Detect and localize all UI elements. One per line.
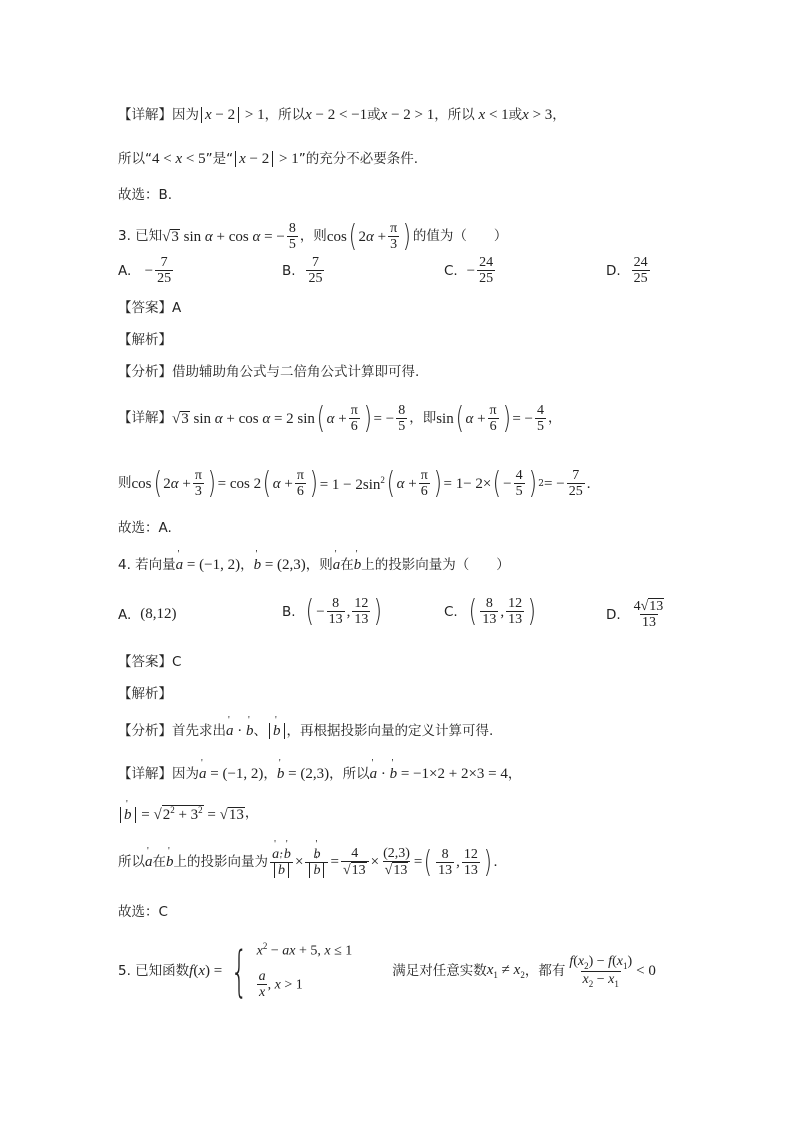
piecewise-function: { $x^2$ − ax + 5, x ≤ 1 $\frac{a}{x}$ , x > 1 — [230, 939, 353, 1003]
q3-option-b[interactable]: B. $\frac{7}{25}$ — [282, 255, 323, 287]
q3-detail-line1: 【详解】 √ 3 sin α + cos α = 2 sin ( α + $\frac{\pi}{6}$ ) = − $\frac{8}{5}$ ，即 sin ( α + $\frac{\pi}{6}$ ) = − $\frac{4}{5}$ ， — [118, 401, 562, 437]
q4-detail-line2: ' b = √ $2^2 + 3^2$ = √ 13 ， — [118, 805, 258, 823]
q3-option-c[interactable]: C. − $\frac{24}{25}$ — [444, 255, 494, 287]
q3-analysis-header: 【解析】 — [118, 332, 172, 348]
q4-option-a[interactable]: A. (8,12) — [118, 606, 177, 623]
q4-option-d[interactable]: D. 4√ 13 13 — [606, 599, 664, 631]
q4-choose: 故选：C — [118, 904, 168, 920]
detail-tag: 【详解】 — [118, 106, 172, 123]
q2-choose: 故选：B. — [118, 187, 173, 203]
q2-conclusion-line: 所以“ 4 < x < 5 ”是“ x − 2 > 1 ”的充分不必要条件. — [118, 150, 419, 167]
q3-option-a[interactable]: A. − $\frac{7}{25}$ — [118, 255, 172, 287]
q3-analysis: 【分析】 借助辅助角公式与二倍角公式计算即可得. — [118, 364, 420, 380]
q4-option-b[interactable]: B. ( − $\frac{8}{13}$ , $\frac{12}{13}$ ) — [282, 594, 383, 630]
q4-analysis-header: 【解析】 — [118, 686, 172, 702]
q2-detail-line: 【详解】 因为 x − 2 > 1 ，所以 x − 2 < −1 或 x − 2 > 1 ，所以 x < 1 或 x > 3 ， — [118, 106, 566, 123]
q3-question: 3. 已知 √ 3 sin α + cos α = − $\frac{8}{5}$ ，则 cos ( 2α + $\frac{\pi}{3}$ ) 的值为（ ） — [118, 219, 508, 255]
q4-detail-line3: 所以 ' a 在 ' b 上的投影向量为 ' a·' b ' b × ' b ' b = 4 √ 13 × (2,3) √ 13 = ( $\frac{8}{13}$ , $\frac{12}{13}$ ) . — [118, 846, 497, 879]
q3-detail-line2: 则 cos ( 2α + $\frac{\pi}{3}$ ) = cos 2 ( α + $\frac{\pi}{6}$ ) = $1 - 2\sin^2$ ( α + $\frac{\pi}{6}$ ) = 1− 2× ( − $\frac{4}{5}$ ) 2 = − $\frac{7}{25}$ . — [118, 466, 591, 502]
q4-question: 4. 若向量 ' a = (−1, 2) ， ' b = (2,3) ，则 ' a 在 ' b 上的投影向量为（ ） — [118, 558, 510, 573]
q5-question: 5. 已知函数 f(x) = { $x^2$ − ax + 5, x ≤ 1 $\frac{a}{x}$ , x > 1 满足对任意实数 $x_1 \ne x_2$ ，都有 $\frac{f(x_2) - f(x_1)}{x_2 - x_1}$ < 0 — [118, 939, 656, 1003]
q4-answer: 【答案】 C — [118, 654, 182, 670]
math-abs-ineq: x − 2 > 1 — [199, 108, 265, 123]
q3-choose: 故选：A. — [118, 520, 172, 536]
q4-option-c[interactable]: C. ( $\frac{8}{13}$ , $\frac{12}{13}$ ) — [444, 594, 537, 630]
q3-option-d[interactable]: D. $\frac{24}{25}$ — [606, 255, 648, 287]
q3-answer: 【答案】 A — [118, 300, 182, 316]
q4-analysis: 【分析】 首先求出 ' a · ' b 、 ' b ，再根据投影向量的定义计算可得. — [118, 724, 493, 739]
q4-detail-line1: 【详解】 因为 ' a = (−1, 2) ， ' b = (2,3) ，所以 ' a · ' b = −1×2 + 2×3 = 4 ， — [118, 767, 521, 782]
